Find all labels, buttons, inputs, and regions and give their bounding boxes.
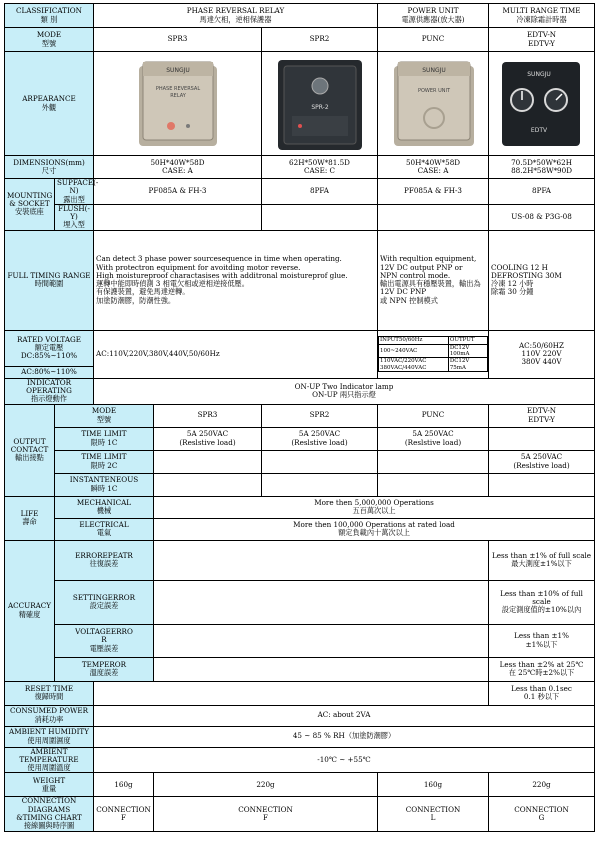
appearance-label: ARPEARANCE 外觀 [5, 52, 94, 156]
accuracy-label-3: VOLTAGEERRO R 電壓誤差 [55, 624, 154, 657]
inner-row1-output: DC12V 100mA [448, 344, 487, 358]
accuracy-blank-2 [154, 580, 489, 624]
voltage-inner-table [378, 336, 488, 372]
limit2-punc [378, 450, 489, 473]
limit2-spr3 [154, 450, 262, 473]
appearance-row [5, 52, 595, 156]
accuracy-blank-3 [154, 624, 489, 657]
output-mode-punc: PUNC [378, 404, 489, 427]
output-mode-spr3: SPR3 [154, 404, 262, 427]
mech-label: MECHANICAL 機械 [55, 496, 154, 518]
svg-text:SUNGJU: SUNGJU [526, 71, 551, 78]
limit1-edtv [489, 427, 595, 450]
life-elec-row [5, 518, 595, 540]
accuracy-row-3 [5, 624, 595, 657]
inner-head-output: OUTPUT [448, 337, 487, 344]
voltage-ac-label: AC:80%~110% [5, 366, 94, 378]
limit2-spr2 [262, 450, 378, 473]
appearance-punc-cell [378, 52, 489, 156]
connection-label: CONNECTION DIAGRAMS &TIMING CHART 接線圖與時序圖 [5, 797, 94, 831]
mounting-surface-row [5, 179, 595, 205]
life-mech-row [5, 496, 595, 518]
elec-label: ELECTRICAL 電氣 [55, 518, 154, 540]
weight-spr3: 160g [94, 773, 154, 797]
timing-label: FULL TIMING RANGE 時間範圍 [5, 230, 94, 330]
reset-blank [94, 681, 489, 705]
header-row [5, 4, 595, 28]
punc-unit-image [386, 56, 481, 151]
svg-text:PHASE REVERSAL: PHASE REVERSAL [155, 86, 200, 92]
limit1-spr2: 5A 250VAC (Reslstive load) [262, 427, 378, 450]
svg-text:EDTV: EDTV [530, 127, 547, 134]
elec-value: More then 100,000 Operations at rated load 額定負載內十萬次以上 [154, 518, 595, 540]
consumed-row [5, 705, 595, 726]
accuracy-value-1: Less than ±1% of full scale 最大測度±1%以下 [489, 540, 595, 580]
inner-row1-input: 100~240VAC [379, 344, 449, 358]
flush-label: FLUSH(-Y) 埋入型 [55, 204, 94, 230]
reset-label: RESET TIME 復歸時間 [5, 681, 94, 705]
output-mode-spr2: SPR2 [262, 404, 378, 427]
appearance-spr2-cell [262, 52, 378, 156]
inner-head-input: INPUT50/60Hz [379, 337, 449, 344]
inner-row2-input: 110VAC/220VAC 380VAC/440VAC [379, 358, 449, 372]
output-mode-label: MODE 型號 [55, 404, 154, 427]
mounting-label: MOUNTING & SOCKET 安裝底座 [5, 179, 55, 231]
flush-spr2 [262, 204, 378, 230]
voltage-label: RATED VOLTAGE 額定電壓 DC:85%~110% [5, 330, 94, 366]
surface-punc: PF085A & FH-3 [378, 179, 489, 205]
instant-label: INSTANTENEOUS 瞬時 1C [55, 473, 154, 496]
accuracy-value-2: Less than ±10% of full scale 設定測度值的±10%以內 [489, 580, 595, 624]
output-limit1-row [5, 427, 595, 450]
accuracy-label-1: ERROREPEATR 往復誤差 [55, 540, 154, 580]
instant-punc [378, 473, 489, 496]
connection-edtv: CONNECTION G [489, 797, 595, 831]
surface-spr3: PF085A & FH-3 [94, 179, 262, 205]
connection-spr2: CONNECTION F [154, 797, 378, 831]
model-edtv: EDTV-N EDTV-Y [489, 28, 595, 52]
model-punc: PUNC [378, 28, 489, 52]
limit2-edtv: 5A 250VAC (Reslstive load) [489, 450, 595, 473]
svg-text:POWER UNIT: POWER UNIT [417, 88, 450, 94]
accuracy-label-4: TEMPEROR 溫度誤差 [55, 657, 154, 681]
connection-punc: CONNECTION L [378, 797, 489, 831]
weight-punc: 160g [378, 773, 489, 797]
indicator-value: ON-UP Two Indicator lamp ON-UP 兩只指示燈 [94, 378, 595, 404]
weight-label: WEIGHT 重量 [5, 773, 94, 797]
multi-range-header: MULTI RANGE TIME 冷凍除霜計時器 [489, 4, 595, 28]
timing-row [5, 230, 595, 330]
dimensions-label: DIMENSIONS(mm) 尺寸 [5, 156, 94, 179]
appearance-spr3-cell [94, 52, 262, 156]
accuracy-row-4 [5, 657, 595, 681]
model-row [5, 28, 595, 52]
humidity-value: 45 ~ 85 % RH（加塗防潮膠） [94, 726, 595, 747]
indicator-row [5, 378, 595, 404]
output-label: OUTPUT CONTACT 輸出接點 [5, 404, 55, 496]
svg-text:RELAY: RELAY [169, 93, 186, 99]
output-mode-row [5, 404, 595, 427]
svg-text:SUNGJU: SUNGJU [421, 67, 446, 74]
weight-edtv: 220g [489, 773, 595, 797]
accuracy-row-2 [5, 580, 595, 624]
edtv-timer-image [494, 56, 590, 151]
model-label: MODE 型號 [5, 28, 94, 52]
voltage-phase: AC:110V,220V,380V,440V,50/60Hz [94, 330, 378, 378]
inner-row2-output: DC12V 75mA [448, 358, 487, 372]
humidity-row [5, 726, 595, 747]
temperature-value: -10℃ ~ +55℃ [94, 747, 595, 773]
consumed-label: CONSUMED POWER 消耗功率 [5, 705, 94, 726]
reset-row [5, 681, 595, 705]
output-instant-row [5, 473, 595, 496]
svg-text:SUNGJU: SUNGJU [165, 67, 190, 74]
mounting-flush-row [5, 204, 595, 230]
flush-spr3 [94, 204, 262, 230]
temperature-row [5, 747, 595, 773]
spr3-relay-image [133, 56, 223, 151]
spec-table [4, 3, 595, 832]
instant-edtv [489, 473, 595, 496]
spr2-relay-image [270, 54, 370, 154]
dimensions-row [5, 156, 595, 179]
accuracy-row-1 [5, 540, 595, 580]
timing-power-text: With requltion equipment, 12V DC output PNP or NPN control mode. 輸出電源具有穩壓裝置，輸出為 12V DC PNP 或 NPN 控制模式 [378, 230, 489, 330]
connection-spr3: CONNECTION F [94, 797, 154, 831]
classification-header: CLASSIFICATION 類 別 [5, 4, 94, 28]
reset-value: Less than 0.1sec 0.1 秒以下 [489, 681, 595, 705]
limit1-label: TIME LIMIT 限時 1C [55, 427, 154, 450]
humidity-label: AMBIENT HUMIDITY 使用周圍濕度 [5, 726, 94, 747]
voltage-power-cell [378, 330, 489, 378]
voltage-multi: AC:50/60HZ 110V 220V 380V 440V [489, 330, 595, 378]
surface-label: SUPFACE(-N) 露出型 [55, 179, 94, 205]
dimensions-edtv: 70.5D*50W*62H 88.2H*58W*90D [489, 156, 595, 179]
flush-edtv: US-08 & P3G-08 [489, 204, 595, 230]
phase-reversal-header: PHASE REVERSAL RELAY 馬達欠相，逆相保護器 [94, 4, 378, 28]
dimensions-spr3: 50H*40W*58D CASE: A [94, 156, 262, 179]
accuracy-value-4: Less than ±2% at 25℃ 在 25℃時±2%以下 [489, 657, 595, 681]
limit1-punc: 5A 250VAC (Reslstive load) [378, 427, 489, 450]
life-label: LIFE 壽命 [5, 496, 55, 540]
accuracy-label-2: SETTINGERROR 設定誤差 [55, 580, 154, 624]
accuracy-blank-1 [154, 540, 489, 580]
weight-spr2: 220g [154, 773, 378, 797]
weight-row [5, 773, 595, 797]
surface-spr2: 8PFA [262, 179, 378, 205]
timing-multi-text: COOLING 12 H DEFROSTING 30M 冷凍 12 小時 除霜 30 分鐘 [489, 230, 595, 330]
limit2-label: TIME LIMIT 限時 2C [55, 450, 154, 473]
appearance-edtv-cell [489, 52, 595, 156]
dimensions-spr2: 62H*50W*81.5D CASE: C [262, 156, 378, 179]
mech-value: More then 5,000,000 Operations 五百萬次以上 [154, 496, 595, 518]
model-spr2: SPR2 [262, 28, 378, 52]
dimensions-punc: 50H*40W*58D CASE: A [378, 156, 489, 179]
output-limit2-row [5, 450, 595, 473]
connection-row [5, 797, 595, 831]
svg-text:SPR-2: SPR-2 [310, 103, 329, 111]
consumed-value: AC: about 2VA [94, 705, 595, 726]
output-mode-edtv: EDTV-N EDTV-Y [489, 404, 595, 427]
indicator-label: INDICATOR OPERATING 指示燈動作 [5, 378, 94, 404]
temperature-label: AMBIENT TEMPERATURE 使用周圍溫度 [5, 747, 94, 773]
timing-phase-text: Can detect 3 phase power sourcesequence in time when operating. With protectron equipment for avoitding motor reverse. High moistureproof charactasises with additronal moistureprof glue. 運轉中能即時偵測 3 相電欠相或逆相逆接低壓。 有保護裝置，避免馬達逆轉。 加塗防潮膠，防潮性強。 [94, 230, 378, 330]
model-spr3: SPR3 [94, 28, 262, 52]
accuracy-label: ACCURACY 精確度 [5, 540, 55, 681]
instant-spr3 [154, 473, 262, 496]
flush-punc [378, 204, 489, 230]
instant-spr2 [262, 473, 378, 496]
limit1-spr3: 5A 250VAC (Reslstive load) [154, 427, 262, 450]
accuracy-value-3: Less than ±1% ±1%以下 [489, 624, 595, 657]
surface-edtv: 8PFA [489, 179, 595, 205]
voltage-row [5, 330, 595, 366]
accuracy-blank-4 [154, 657, 489, 681]
power-unit-header: POWER UNIT 電源供應器(放大器) [378, 4, 489, 28]
